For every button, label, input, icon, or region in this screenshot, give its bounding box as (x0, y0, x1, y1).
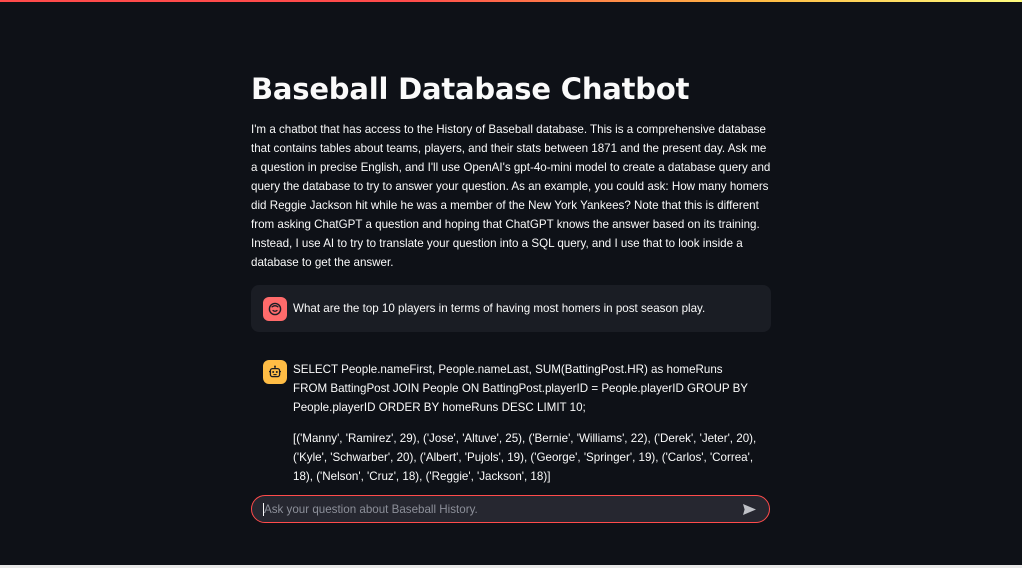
query-result-text: [('Manny', 'Ramirez', 29), ('Jose', 'Altuve', 25), ('Bernie', 'Williams', 22), ('Derek', 'Jeter', 20), ('Kyle', 'Schwarber', 20), ('Albert', 'Pujols', 19), ('George', 'Springer', 19), ('Carlos', 'Correa', 18), ('Nelson', 'Cruz', 18), ('Reggie', 'Jackson', 18)] (293, 432, 757, 483)
send-button[interactable] (735, 496, 763, 522)
header-decoration-bar (0, 0, 1022, 2)
main-content (251, 70, 771, 496)
assistant-message (251, 350, 771, 496)
intro-text: I'm a chatbot that has access to the History of Baseball database. This is a comprehensive database that contains tables about teams, players, and their stats between 1871 and the present day. Ask me a question in precise English, and I'll use OpenAI's gpt-4o-mini model to create a database query and query the database to try to answer your question. As an example, you could ask: How many homers did Reggie Jackson hit while he was a member of the New York Yankees? Note that this is different from asking ChatGPT a question and hoping that ChatGPT knows the answer based on its training. Instead, I use AI to try to translate your question into a SQL query, and I use that to look inside a database to get the answer. (251, 123, 771, 269)
sql-query-text: SELECT People.nameFirst, People.nameLast, SUM(BattingPost.HR) as homeRuns FROM BattingPost JOIN People ON BattingPost.playerID = People.playerID GROUP BY People.playerID ORDER BY homeRuns DESC LIMIT 10; (293, 363, 748, 414)
robot-icon (268, 365, 282, 379)
user-avatar (263, 297, 287, 321)
smiley-face-icon (268, 302, 282, 316)
user-message-text: What are the top 10 players in terms of having most homers in post season play. (293, 302, 706, 315)
chat-input-field[interactable] (252, 496, 735, 522)
send-arrow-icon (742, 503, 757, 516)
page-title: Baseball Database Chatbot (251, 72, 690, 106)
chat-input-container[interactable] (251, 495, 770, 523)
user-message (251, 285, 771, 332)
assistant-avatar (263, 360, 287, 384)
assistant-message-text (293, 360, 759, 486)
text-cursor (263, 503, 264, 516)
